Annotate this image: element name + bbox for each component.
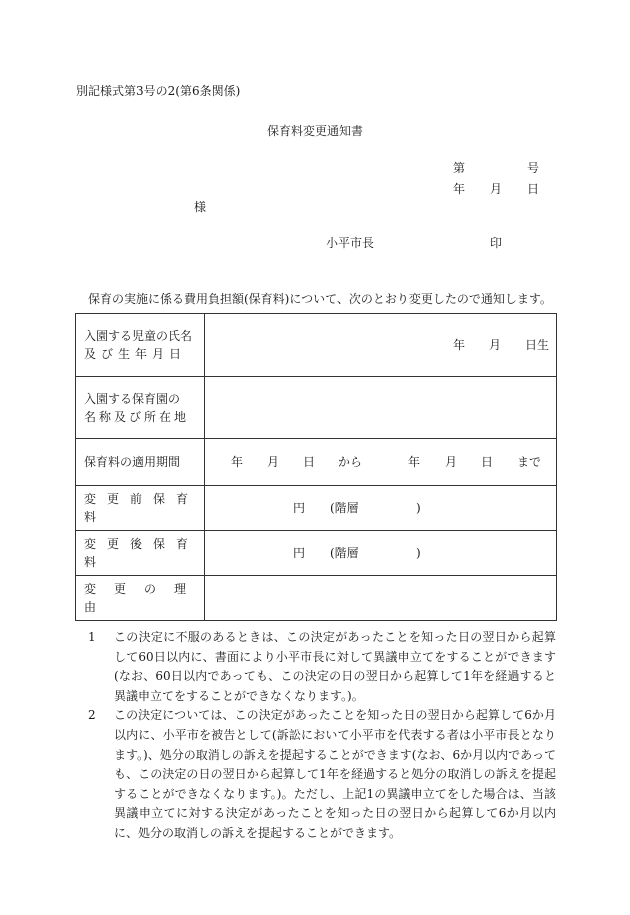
row-before xyxy=(76,486,557,531)
label-nursery xyxy=(76,377,205,439)
recipient-suffix: 様 xyxy=(194,200,207,214)
date-month: 月 xyxy=(490,182,503,196)
intro-text: 保育の実施に係る費用負担額(保育料)について、次のとおり変更したので通知します。 xyxy=(88,292,552,306)
issuer-name: 小平市長 xyxy=(326,236,375,250)
after-yen: 円 xyxy=(293,546,306,560)
label-before xyxy=(76,486,205,531)
value-period[interactable] xyxy=(205,439,557,486)
period-from-month: 月 xyxy=(267,455,280,469)
label-nursery-line1: 入園する保育園の xyxy=(84,391,181,406)
birth-year: 年 xyxy=(453,338,466,352)
birth-day: 日生 xyxy=(525,338,550,352)
value-reason[interactable] xyxy=(205,576,557,621)
label-period-text: 保育料の適用期間 xyxy=(84,455,181,469)
row-child xyxy=(76,314,557,377)
value-child[interactable] xyxy=(205,314,557,377)
row-after xyxy=(76,531,557,576)
label-child-line2: 及び生年月日 xyxy=(84,347,187,361)
note-item xyxy=(88,706,556,843)
value-after[interactable] xyxy=(205,531,557,576)
value-before[interactable] xyxy=(205,486,557,531)
label-nursery-line2: 名称及び所在地 xyxy=(84,409,190,424)
label-reason-text: 変更の理由 xyxy=(84,582,205,614)
period-to-year: 年 xyxy=(408,455,421,469)
notes-section xyxy=(88,628,556,844)
date-year: 年 xyxy=(453,182,466,196)
before-close: ) xyxy=(416,501,421,515)
row-period xyxy=(76,439,557,486)
after-close: ) xyxy=(416,546,421,560)
note-number: 2 xyxy=(88,708,96,723)
birth-month: 月 xyxy=(489,338,502,352)
label-reason xyxy=(76,576,205,621)
before-yen: 円 xyxy=(293,501,306,515)
notice-table xyxy=(75,313,557,621)
label-child xyxy=(76,314,205,377)
seal-mark: 印 xyxy=(490,236,503,250)
number-label-go: 号 xyxy=(527,161,540,175)
period-from-day: 日 xyxy=(303,455,316,469)
form-id: 別記様式第3号の2(第6条関係) xyxy=(76,84,241,98)
note-item xyxy=(88,628,556,706)
label-after-text: 変更後保育料 xyxy=(84,537,200,569)
after-tier: (階層 xyxy=(330,546,359,560)
period-from: から xyxy=(338,455,363,469)
note-number: 1 xyxy=(88,630,96,644)
label-after xyxy=(76,531,205,576)
row-nursery xyxy=(76,377,557,439)
note-text: この決定については、この決定があったことを知った日の翌日から起算して6か月以内に、小平市を被告として(訴訟において小平市を代表する者は小平市長となります。)、処分の取消しの訴えを提起することができます(なお、6か月以内であっても、この決定の日の翌日から起算して1年を経過すると処分の取消しの訴えを提起することができなくなります。)。ただし、上記1の異議申立てをした場合は、当該異議申立てに対する決定があったことを知った日の翌日から起算して6か月以内に、処分の取消しの訴えを提起することができます。 xyxy=(114,708,556,840)
label-child-line1: 入園する児童の氏名 xyxy=(84,329,193,343)
date-day: 日 xyxy=(527,182,540,196)
before-tier: (階層 xyxy=(330,501,359,515)
number-label-dai: 第 xyxy=(453,161,466,175)
row-reason xyxy=(76,576,557,621)
value-nursery[interactable] xyxy=(205,377,557,439)
label-before-text: 変更前保育料 xyxy=(84,492,200,524)
period-to-month: 月 xyxy=(445,455,458,469)
label-period xyxy=(76,439,205,486)
document-title: 保育料変更通知書 xyxy=(267,124,364,138)
period-to: まで xyxy=(517,455,542,469)
period-from-year: 年 xyxy=(231,455,244,469)
note-text: この決定に不服のあるときは、この決定があったことを知った日の翌日から起算して60日以内に、書面により小平市長に対して異議申立てをすることができます(なお、60日以内であっても、この決定の日の翌日から起算して1年を経過すると異議申立てをすることができなくなります。)。 xyxy=(114,630,556,703)
period-to-day: 日 xyxy=(481,455,494,469)
